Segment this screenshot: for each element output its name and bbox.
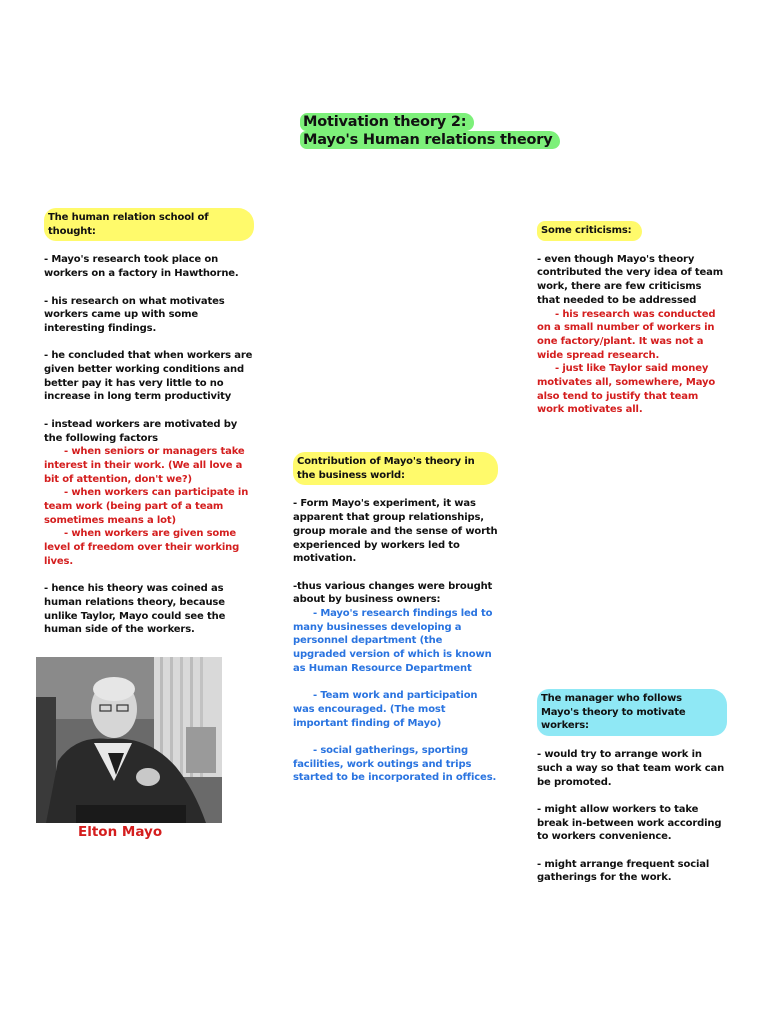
human-relation-section (44, 208, 254, 651)
list-item: - when workers can participate in team work (being part of a team sometimes means a lot) (44, 487, 249, 526)
paragraph: - instead workers are motivated by the following factors (44, 418, 238, 444)
section-heading: The manager who follows Mayo's theory to motivate workers: (537, 689, 727, 736)
paragraph: - his research on what motivates workers came up with some interesting findings. (44, 295, 225, 334)
paragraph: - Form Mayo's experiment, it was apparent that group relationships, group morale and the sense of worth experienced by workers led to motivation. (293, 498, 498, 565)
paragraph: - even though Mayo's theory contributed the very idea of team work, there are few criticisms that needed to be addressed (537, 253, 724, 306)
list-item: - Mayo's research findings led to many businesses developing a personnel department (the upgraded version of which is known as Human Resource Department (293, 608, 493, 674)
section-heading: Contribution of Mayo's theory in the business world: (293, 452, 498, 485)
manager-section (537, 689, 727, 899)
list-item: - when workers are given some level of freedom over their working lives. (44, 528, 240, 567)
list-item: - might allow workers to take break in-between work according to workers convenience. (537, 803, 722, 843)
changes-list (293, 607, 498, 785)
paragraph: -thus various changes were brought about by business owners: (293, 580, 493, 606)
portrait-illustration (36, 657, 222, 823)
criticisms-section (537, 221, 727, 417)
title-line-1: Motivation theory 2: (300, 113, 474, 131)
list-item: - his research was conducted on a small number of workers in one factory/plant. It was not a wide spread research. (537, 308, 716, 361)
list-item: - Team work and participation was encouraged. (The most important finding of Mayo) (293, 690, 478, 729)
list-item: - just like Taylor said money motivates all, somewhere, Mayo also tend to justify that team work motivates all. (537, 363, 716, 416)
paragraph: - he concluded that when workers are given better working conditions and better pay it has very little to no increase in long term productivity (44, 350, 253, 403)
contribution-section (293, 452, 498, 799)
list-item: - social gatherings, sporting facilities, work outings and trips started to be incorporated in offices. (293, 745, 497, 784)
elton-mayo-photo (36, 657, 222, 823)
paragraph: - hence his theory was coined as human relations theory, because unlike Taylor, Mayo could see the human side of the workers. (44, 583, 226, 636)
list-item: - would try to arrange work in such a way so that team work can be promoted. (537, 749, 725, 788)
section-heading: Some criticisms: (537, 221, 642, 241)
page-title (300, 113, 560, 149)
list-item: - might arrange frequent social gatherings for the work. (537, 858, 710, 884)
photo-caption: Elton Mayo (78, 824, 163, 840)
factors-list (44, 445, 254, 568)
section-heading: The human relation school of thought: (44, 208, 254, 241)
title-line-2: Mayo's Human relations theory (300, 131, 560, 149)
list-item: - when seniors or managers take interest in their work. (We all love a bit of attention, don't we?) (44, 446, 245, 485)
paragraph: - Mayo's research took place on workers on a factory in Hawthorne. (44, 254, 239, 280)
criticisms-list (537, 308, 727, 418)
